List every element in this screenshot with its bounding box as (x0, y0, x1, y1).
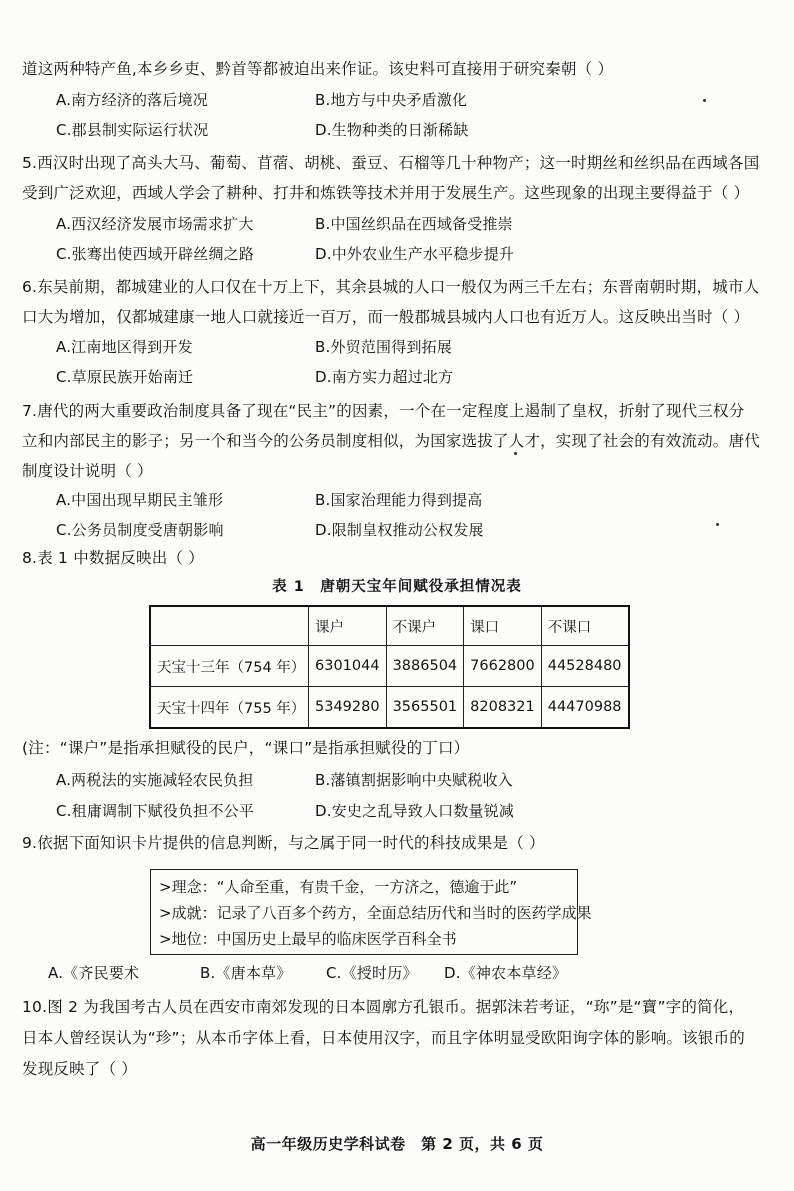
q5-option-c: C.张骞出使西域开辟丝绸之路 (56, 245, 255, 263)
table-header-bukekou: 不课口 (541, 606, 628, 646)
page-footer: 高一年级历史学科试卷 第 2 页，共 6 页 (250, 1135, 544, 1153)
q8-stem: 8.表 1 中数据反映出（ ） (22, 549, 204, 567)
table-header-kekou: 课口 (464, 606, 542, 646)
q10-stem-line1: 10.图 2 为我国考古人员在西安市南郊发现的日本圆廓方孔银币。据郭沫若考证，“珎”是“寶”字的简化， (22, 998, 745, 1016)
q4-option-b: B.地方与中央矛盾激化 (315, 91, 468, 109)
q4-option-d: D.生物种类的日渐稀缺 (315, 121, 469, 139)
q7-stem-line2: 立和内部民主的影子；另一个和当今的公务员制度相似，为国家选拔了人才，实现了社会的有效流动。唐代 (22, 432, 760, 450)
q6-stem-line2: 口大为增加，仅都城建康一地人口就接近一百万，而一般郡城县城内人口也有近万人。这反映出当时（ ） (22, 308, 750, 326)
table-header-kehu: 课户 (309, 606, 387, 646)
table-cell: 天宝十四年（755 年） (150, 687, 309, 729)
q7-option-c: C.公务员制度受唐朝影响 (56, 521, 224, 539)
table-cell: 3565501 (386, 687, 464, 729)
card-line-achievement: >成就：记录了八百多个药方，全面总结历代和当时的医药学成果 (159, 904, 592, 922)
table-cell: 3886504 (386, 646, 464, 687)
table-header-row (150, 606, 629, 646)
q7-stem-line1: 7.唐代的两大重要政治制度具备了现在“民主”的因素，一个在一定程度上遏制了皇权，折射了现代三权分 (22, 402, 745, 420)
knowledge-card (150, 869, 592, 955)
table-note: (注：“课户”是指承担赋役的民户，“课口”是指承担赋役的丁口） (22, 739, 470, 757)
q4-option-c: C.郡县制实际运行状况 (56, 121, 209, 139)
table-header-blank (150, 606, 309, 646)
q9-option-c: C.《授时历》 (326, 964, 418, 982)
q6-option-c: C.草原民族开始南迁 (56, 368, 194, 386)
q5-stem-line1: 5.西汉时出现了高头大马、葡萄、苜蓿、胡桃、蚕豆、石榴等几十种物产；这一时期丝和丝织品在西域各国 (22, 154, 760, 172)
table-header-bukehu: 不课户 (386, 606, 464, 646)
q5-option-d: D.中外农业生产水平稳步提升 (315, 245, 515, 263)
card-line-status: >地位：中国历史上最早的临床医学百科全书 (159, 930, 457, 948)
table-cell: 7662800 (464, 646, 542, 687)
q9-stem: 9.依据下面知识卡片提供的信息判断，与之属于同一时代的科技成果是（ ） (22, 834, 545, 852)
q4-stem-end: 道这两种特产鱼,本乡乡吏、黔首等都被迫出来作证。该史料可直接用于研究秦朝（ ） (22, 60, 614, 78)
q5-option-b: B.中国丝织品在西域备受推崇 (315, 215, 513, 233)
table-row (150, 646, 629, 687)
table-cell: 天宝十三年（754 年） (150, 646, 309, 687)
q6-option-d: D.南方实力超过北方 (315, 368, 454, 386)
table-cell: 44528480 (541, 646, 628, 687)
q10-stem-line2: 日本人曾经误认为“珍”；从本币字体上看，日本使用汉字，而且字体明显受欧阳询字体的影响。该银币的 (22, 1029, 745, 1047)
table-cell: 6301044 (309, 646, 387, 687)
q6-stem-line1: 6.东吴前期，都城建业的人口仅在十万上下，其余县城的人口一般仅为两三千左右；东晋南朝时期，城市人 (22, 278, 760, 296)
q7-option-d: D.限制皇权推动公权发展 (315, 521, 484, 539)
q7-option-b: B.国家治理能力得到提高 (315, 491, 483, 509)
table-row (150, 687, 629, 729)
table-cell: 5349280 (309, 687, 387, 729)
scan-speck (716, 523, 719, 526)
q9-option-b: B.《唐本草》 (200, 964, 292, 982)
table-cell: 8208321 (464, 687, 542, 729)
q10-stem-line3: 发现反映了（ ） (22, 1060, 138, 1078)
scan-speck (703, 99, 706, 102)
tax-table (149, 605, 630, 729)
q6-option-b: B.外贸范围得到拓展 (315, 338, 453, 356)
q4-option-a: A.南方经济的落后境况 (56, 91, 208, 109)
q8-option-a: A.两税法的实施减轻农民负担 (56, 771, 254, 789)
table-caption: 表 1 唐朝天宝年间赋役承担情况表 (272, 579, 522, 595)
q8-option-b: B.藩镇割据影响中央赋税收入 (315, 771, 513, 789)
q7-option-a: A.中国出现早期民主雏形 (56, 491, 224, 509)
scan-speck (514, 452, 517, 455)
q9-option-a: A.《齐民要术 (48, 964, 140, 982)
q6-option-a: A.江南地区得到开发 (56, 338, 193, 356)
q7-stem-line3: 制度设计说明（ ） (22, 462, 153, 480)
table-cell: 44470988 (541, 687, 628, 729)
q8-option-d: D.安史之乱导致人口数量锐减 (315, 802, 515, 820)
q5-stem-line2: 受到广泛欢迎，西域人学会了耕种、打井和炼铁等技术并用于发展生产。这些现象的出现主要得益于（ ） (22, 184, 750, 202)
q8-option-c: C.租庸调制下赋役负担不公平 (56, 802, 255, 820)
q5-option-a: A.西汉经济发展市场需求扩大 (56, 215, 254, 233)
card-line-concept: >理念：“人命至重，有贵千金，一方济之，德逾于此” (159, 878, 518, 896)
q9-option-d: D.《神农本草经》 (444, 964, 568, 982)
